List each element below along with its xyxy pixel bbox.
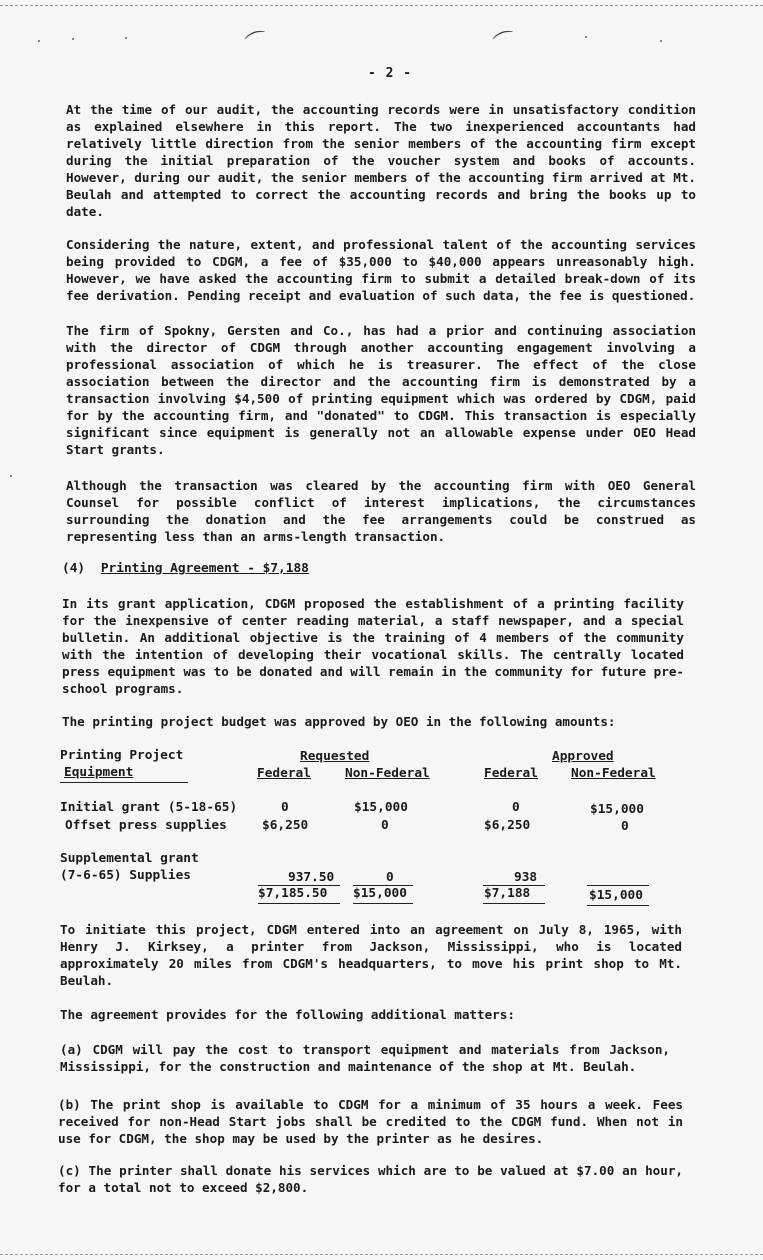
total-rule: [483, 903, 545, 904]
scan-speck: [125, 37, 127, 39]
cell-app-nonfederal: 0: [621, 819, 629, 834]
total-app-nonfederal: $15,000: [589, 888, 643, 903]
scan-speck: [10, 475, 12, 477]
budget-table: [60, 748, 700, 908]
scan-speck: [38, 40, 40, 42]
header-app-federal: Federal: [484, 766, 538, 781]
paragraph-item-b: (b) The print shop is available to CDGM for a minimum of 35 hours a week. Fees received for non-Head Start jobs shall be credited to the CDGM fund. When not in use for CDGM, the shop may be used by the printer as he desires.: [58, 1097, 683, 1146]
scan-speck: [585, 36, 587, 38]
row-label: Initial grant (5-18-65): [60, 800, 238, 815]
page-number: - 2 -: [368, 66, 413, 81]
section-title: Printing Agreement - $7,188: [100, 561, 309, 576]
paragraph-fee-questioned: Considering the nature, extent, and professional talent of the accounting services being provided to CDGM, a fee of $35,000 to $40,000 appears unreasonably high. However, we have asked the accounting firm to submit a detailed break-down of its fee derivation. Pending receipt and evaluation of such data, the fee is questioned.: [66, 237, 696, 303]
cell-app-federal: $6,250: [484, 818, 531, 833]
header-req-federal: Federal: [257, 766, 311, 781]
total-rule: [587, 905, 649, 906]
total-app-federal: $7,188: [484, 886, 531, 901]
total-rule: [258, 903, 340, 904]
cell-req-nonfederal: 0: [386, 870, 394, 885]
subtotal-rule: [587, 885, 649, 886]
scan-speck: [660, 40, 662, 42]
header-project-line1: Printing Project: [60, 748, 184, 763]
paragraph-budget-intro: The printing project budget was approved by OEO in the following amounts:: [62, 714, 616, 729]
cell-app-federal: 0: [512, 800, 520, 815]
page-bottom-edge: [0, 1254, 763, 1255]
header-requested: Requested: [300, 749, 370, 764]
paragraph-conflict-of-interest: Although the transaction was cleared by the accounting firm with OEO General Counsel for possible conflict of interest implications, the circumstances surrounding the donation and the fee arrangements could be construed as representing less than an arms-length transaction.: [66, 478, 696, 544]
paragraph-firm-association: The firm of Spokny, Gersten and Co., has had a prior and continuing association with the director of CDGM through another accounting engagement involving a professional association of which he is treasurer. The effect of the close association between the director and the accounting firm is demonstrated by a transaction involving $4,500 of printing equipment which was ordered by CDGM, paid for by the accounting firm, and "donated" to CDGM. This transaction is especially significant since equipment is generally not an allowable expense under OEO Head Start grants.: [66, 323, 696, 457]
total-req-federal: $7,185.50: [258, 886, 328, 901]
paragraph-kirksey-agreement: To initiate this project, CDGM entered into an agreement on July 8, 1965, with Henry J. Kirksey, a printer from Jackson, Mississippi, who is located approximately 20 miles from CDGM's headquarters, to move his print shop to Mt. Beulah.: [60, 922, 682, 988]
cell-req-federal: $6,250: [262, 818, 309, 833]
section-heading: [62, 561, 309, 576]
cell-req-federal: 937.50: [288, 870, 335, 885]
total-rule: [353, 903, 413, 904]
header-approved: Approved: [552, 749, 614, 764]
header-project-line2: Equipment: [64, 765, 134, 780]
paragraph-item-c: (c) The printer shall donate his services which are to be valued at $7.00 an hour, for a total not to exceed $2,800.: [58, 1163, 683, 1195]
header-app-nonfederal: Non-Federal: [571, 766, 656, 781]
paragraph-additional-matters: The agreement provides for the following additional matters:: [60, 1007, 515, 1022]
paragraph-item-a: (a) CDGM will pay the cost to transport equipment and materials from Jackson, Mississippi, for the construction and maintenance of the shop at Mt. Beulah.: [60, 1042, 670, 1074]
row-label: Supplemental grant: [60, 851, 199, 866]
header-req-nonfederal: Non-Federal: [345, 766, 430, 781]
row-label: (7-6-65) Supplies: [60, 868, 191, 883]
cell-app-federal: 938: [514, 870, 538, 885]
paragraph-grant-application: In its grant application, CDGM proposed the establishment of a printing facility for the inexpensive of center reading material, a staff newspaper, and a special bulletin. An additional objective is the training of 4 members of the community with the intention of developing their vocational skills. The centrally located press equipment was to be donated and will remain in the community for future pre-school programs.: [62, 596, 684, 696]
cell-req-nonfederal: $15,000: [354, 800, 408, 815]
paragraph-audit-condition: At the time of our audit, the accounting records were in unsatisfactory condition as explained elsewhere in this report. The two inexperienced accountants had relatively little direction from the senior members of the accounting firm except during the initial preparation of the voucher system and books of accounts. However, during our audit, the senior members of the accounting firm arrived at Mt. Beulah and attempted to correct the accounting records and bring the books up to date.: [66, 102, 696, 219]
cell-app-nonfederal: $15,000: [590, 802, 644, 817]
row-label: Offset press supplies: [65, 818, 227, 833]
header-rule: [60, 782, 188, 783]
cell-req-federal: 0: [281, 800, 289, 815]
total-req-nonfederal: $15,000: [353, 886, 407, 901]
cell-req-nonfederal: 0: [381, 818, 389, 833]
binder-mark-left: ⌒: [243, 27, 273, 59]
scan-speck: [72, 38, 74, 40]
binder-mark-right: ⌒: [491, 27, 521, 59]
section-number: (4): [62, 561, 86, 576]
page-top-edge: [0, 5, 763, 6]
